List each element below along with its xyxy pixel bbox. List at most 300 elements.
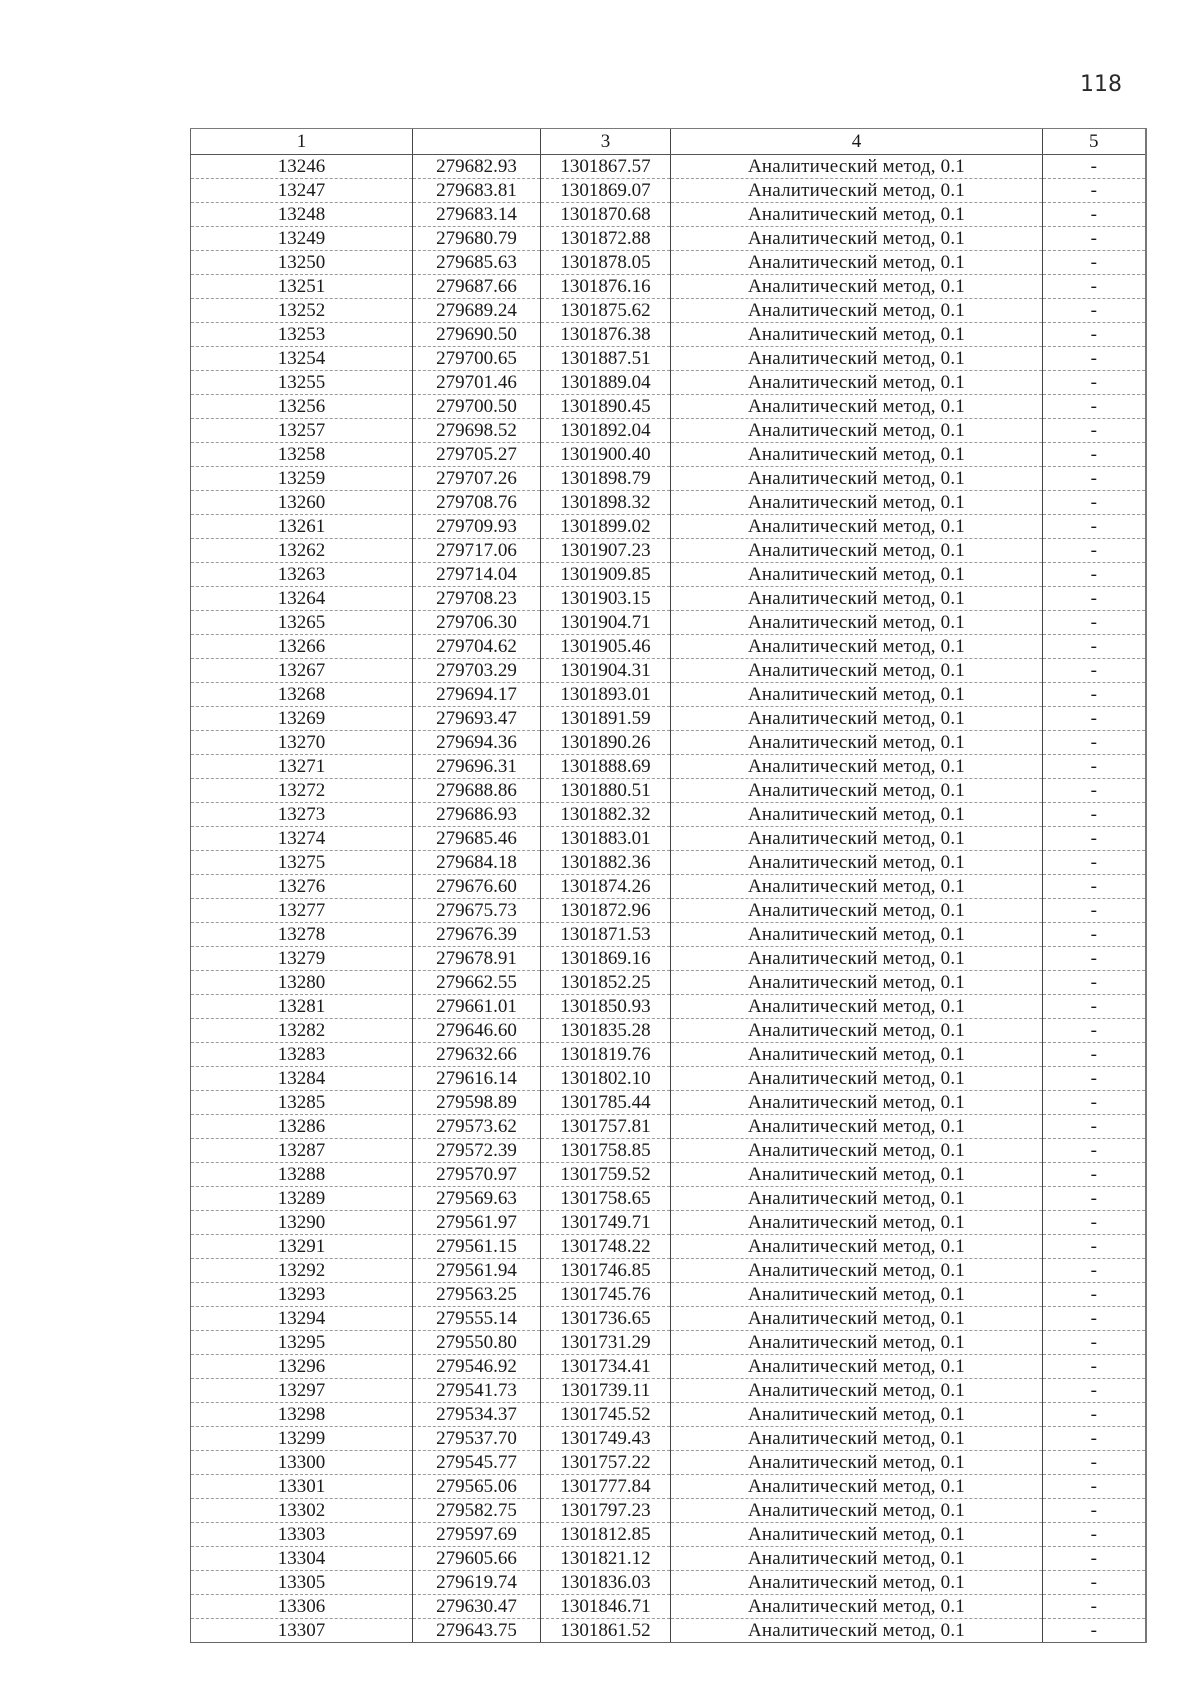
method-accuracy-cell: Аналитический метод, 0.1 (671, 323, 1043, 347)
note-cell: - (1043, 395, 1146, 419)
header-col-1: 1 (191, 129, 413, 155)
note-cell: - (1043, 563, 1146, 587)
method-accuracy-cell: Аналитический метод, 0.1 (671, 1259, 1043, 1283)
y-coordinate-cell: 1301878.05 (541, 251, 671, 275)
y-coordinate-cell: 1301821.12 (541, 1547, 671, 1571)
table-row (191, 851, 1146, 875)
method-accuracy-cell: Аналитический метод, 0.1 (671, 515, 1043, 539)
x-coordinate-cell: 279690.50 (413, 323, 541, 347)
y-coordinate-cell: 1301907.23 (541, 539, 671, 563)
method-accuracy-cell: Аналитический метод, 0.1 (671, 875, 1043, 899)
point-number-cell: 13281 (191, 995, 413, 1019)
method-accuracy-cell: Аналитический метод, 0.1 (671, 1355, 1043, 1379)
y-coordinate-cell: 1301872.96 (541, 899, 671, 923)
table-row (191, 275, 1146, 299)
method-accuracy-cell: Аналитический метод, 0.1 (671, 1403, 1043, 1427)
y-coordinate-cell: 1301757.81 (541, 1115, 671, 1139)
x-coordinate-cell: 279643.75 (413, 1619, 541, 1643)
table-row (191, 1547, 1146, 1571)
y-coordinate-cell: 1301888.69 (541, 755, 671, 779)
y-coordinate-cell: 1301870.68 (541, 203, 671, 227)
point-number-cell: 13276 (191, 875, 413, 899)
method-accuracy-cell: Аналитический метод, 0.1 (671, 467, 1043, 491)
table-row (191, 1067, 1146, 1091)
method-accuracy-cell: Аналитический метод, 0.1 (671, 923, 1043, 947)
table-row (191, 539, 1146, 563)
point-number-cell: 13248 (191, 203, 413, 227)
x-coordinate-cell: 279700.50 (413, 395, 541, 419)
y-coordinate-cell: 1301846.71 (541, 1595, 671, 1619)
note-cell: - (1043, 611, 1146, 635)
table-row (191, 947, 1146, 971)
point-number-cell: 13290 (191, 1211, 413, 1235)
method-accuracy-cell: Аналитический метод, 0.1 (671, 1523, 1043, 1547)
method-accuracy-cell: Аналитический метод, 0.1 (671, 443, 1043, 467)
x-coordinate-cell: 279676.60 (413, 875, 541, 899)
y-coordinate-cell: 1301748.22 (541, 1235, 671, 1259)
table-row (191, 323, 1146, 347)
y-coordinate-cell: 1301836.03 (541, 1571, 671, 1595)
method-accuracy-cell: Аналитический метод, 0.1 (671, 827, 1043, 851)
method-accuracy-cell: Аналитический метод, 0.1 (671, 227, 1043, 251)
note-cell: - (1043, 1355, 1146, 1379)
y-coordinate-cell: 1301872.88 (541, 227, 671, 251)
method-accuracy-cell: Аналитический метод, 0.1 (671, 1307, 1043, 1331)
point-number-cell: 13272 (191, 779, 413, 803)
table-row (191, 611, 1146, 635)
y-coordinate-cell: 1301852.25 (541, 971, 671, 995)
method-accuracy-cell: Аналитический метод, 0.1 (671, 707, 1043, 731)
note-cell: - (1043, 1019, 1146, 1043)
table-row (191, 923, 1146, 947)
y-coordinate-cell: 1301891.59 (541, 707, 671, 731)
y-coordinate-cell: 1301905.46 (541, 635, 671, 659)
y-coordinate-cell: 1301749.43 (541, 1427, 671, 1451)
note-cell: - (1043, 1259, 1146, 1283)
method-accuracy-cell: Аналитический метод, 0.1 (671, 371, 1043, 395)
method-accuracy-cell: Аналитический метод, 0.1 (671, 659, 1043, 683)
x-coordinate-cell: 279694.36 (413, 731, 541, 755)
x-coordinate-cell: 279572.39 (413, 1139, 541, 1163)
method-accuracy-cell: Аналитический метод, 0.1 (671, 635, 1043, 659)
note-cell: - (1043, 1067, 1146, 1091)
table-row (191, 1307, 1146, 1331)
note-cell: - (1043, 707, 1146, 731)
table-row (191, 1571, 1146, 1595)
table-row (191, 395, 1146, 419)
note-cell: - (1043, 203, 1146, 227)
y-coordinate-cell: 1301746.85 (541, 1259, 671, 1283)
y-coordinate-cell: 1301758.85 (541, 1139, 671, 1163)
table-row (191, 1427, 1146, 1451)
x-coordinate-cell: 279705.27 (413, 443, 541, 467)
method-accuracy-cell: Аналитический метод, 0.1 (671, 899, 1043, 923)
method-accuracy-cell: Аналитический метод, 0.1 (671, 563, 1043, 587)
table-row (191, 899, 1146, 923)
x-coordinate-cell: 279678.91 (413, 947, 541, 971)
table-row (191, 1499, 1146, 1523)
note-cell: - (1043, 1283, 1146, 1307)
method-accuracy-cell: Аналитический метод, 0.1 (671, 275, 1043, 299)
note-cell: - (1043, 635, 1146, 659)
y-coordinate-cell: 1301904.31 (541, 659, 671, 683)
x-coordinate-cell: 279573.62 (413, 1115, 541, 1139)
table-row (191, 1115, 1146, 1139)
x-coordinate-cell: 279632.66 (413, 1043, 541, 1067)
y-coordinate-cell: 1301876.16 (541, 275, 671, 299)
note-cell: - (1043, 443, 1146, 467)
x-coordinate-cell: 279550.80 (413, 1331, 541, 1355)
note-cell: - (1043, 299, 1146, 323)
y-coordinate-cell: 1301745.76 (541, 1283, 671, 1307)
x-coordinate-cell: 279698.52 (413, 419, 541, 443)
point-number-cell: 13260 (191, 491, 413, 515)
method-accuracy-cell: Аналитический метод, 0.1 (671, 1163, 1043, 1187)
point-number-cell: 13258 (191, 443, 413, 467)
table-row (191, 875, 1146, 899)
header-col-5: 5 (1043, 129, 1146, 155)
method-accuracy-cell: Аналитический метод, 0.1 (671, 1067, 1043, 1091)
x-coordinate-cell: 279541.73 (413, 1379, 541, 1403)
y-coordinate-cell: 1301882.36 (541, 851, 671, 875)
method-accuracy-cell: Аналитический метод, 0.1 (671, 1091, 1043, 1115)
y-coordinate-cell: 1301880.51 (541, 779, 671, 803)
note-cell: - (1043, 923, 1146, 947)
method-accuracy-cell: Аналитический метод, 0.1 (671, 1235, 1043, 1259)
point-number-cell: 13263 (191, 563, 413, 587)
x-coordinate-cell: 279662.55 (413, 971, 541, 995)
point-number-cell: 13259 (191, 467, 413, 491)
table-row (191, 731, 1146, 755)
method-accuracy-cell: Аналитический метод, 0.1 (671, 491, 1043, 515)
method-accuracy-cell: Аналитический метод, 0.1 (671, 299, 1043, 323)
note-cell: - (1043, 971, 1146, 995)
y-coordinate-cell: 1301861.52 (541, 1619, 671, 1643)
table-body (191, 155, 1146, 1643)
point-number-cell: 13266 (191, 635, 413, 659)
note-cell: - (1043, 1619, 1146, 1643)
point-number-cell: 13280 (191, 971, 413, 995)
x-coordinate-cell: 279537.70 (413, 1427, 541, 1451)
point-number-cell: 13246 (191, 155, 413, 179)
table-row (191, 995, 1146, 1019)
note-cell: - (1043, 1307, 1146, 1331)
point-number-cell: 13282 (191, 1019, 413, 1043)
method-accuracy-cell: Аналитический метод, 0.1 (671, 1547, 1043, 1571)
method-accuracy-cell: Аналитический метод, 0.1 (671, 1187, 1043, 1211)
note-cell: - (1043, 155, 1146, 179)
point-number-cell: 13284 (191, 1067, 413, 1091)
point-number-cell: 13253 (191, 323, 413, 347)
x-coordinate-cell: 279688.86 (413, 779, 541, 803)
point-number-cell: 13304 (191, 1547, 413, 1571)
point-number-cell: 13269 (191, 707, 413, 731)
y-coordinate-cell: 1301900.40 (541, 443, 671, 467)
table-row (191, 1451, 1146, 1475)
y-coordinate-cell: 1301797.23 (541, 1499, 671, 1523)
x-coordinate-cell: 279703.29 (413, 659, 541, 683)
table-row (191, 1235, 1146, 1259)
point-number-cell: 13291 (191, 1235, 413, 1259)
x-coordinate-cell: 279546.92 (413, 1355, 541, 1379)
point-number-cell: 13261 (191, 515, 413, 539)
point-number-cell: 13307 (191, 1619, 413, 1643)
x-coordinate-cell: 279683.14 (413, 203, 541, 227)
table-row (191, 1619, 1146, 1643)
method-accuracy-cell: Аналитический метод, 0.1 (671, 1451, 1043, 1475)
table-row (191, 347, 1146, 371)
point-number-cell: 13296 (191, 1355, 413, 1379)
note-cell: - (1043, 323, 1146, 347)
method-accuracy-cell: Аналитический метод, 0.1 (671, 611, 1043, 635)
point-number-cell: 13289 (191, 1187, 413, 1211)
method-accuracy-cell: Аналитический метод, 0.1 (671, 251, 1043, 275)
method-accuracy-cell: Аналитический метод, 0.1 (671, 1379, 1043, 1403)
point-number-cell: 13285 (191, 1091, 413, 1115)
point-number-cell: 13294 (191, 1307, 413, 1331)
y-coordinate-cell: 1301850.93 (541, 995, 671, 1019)
note-cell: - (1043, 1427, 1146, 1451)
x-coordinate-cell: 279555.14 (413, 1307, 541, 1331)
x-coordinate-cell: 279685.63 (413, 251, 541, 275)
x-coordinate-cell: 279704.62 (413, 635, 541, 659)
point-number-cell: 13301 (191, 1475, 413, 1499)
method-accuracy-cell: Аналитический метод, 0.1 (671, 1595, 1043, 1619)
point-number-cell: 13306 (191, 1595, 413, 1619)
method-accuracy-cell: Аналитический метод, 0.1 (671, 1115, 1043, 1139)
table-row (191, 563, 1146, 587)
table-row (191, 707, 1146, 731)
method-accuracy-cell: Аналитический метод, 0.1 (671, 1475, 1043, 1499)
x-coordinate-cell: 279569.63 (413, 1187, 541, 1211)
method-accuracy-cell: Аналитический метод, 0.1 (671, 803, 1043, 827)
point-number-cell: 13303 (191, 1523, 413, 1547)
note-cell: - (1043, 347, 1146, 371)
y-coordinate-cell: 1301883.01 (541, 827, 671, 851)
note-cell: - (1043, 1211, 1146, 1235)
x-coordinate-cell: 279687.66 (413, 275, 541, 299)
point-number-cell: 13273 (191, 803, 413, 827)
x-coordinate-cell: 279684.18 (413, 851, 541, 875)
method-accuracy-cell: Аналитический метод, 0.1 (671, 1331, 1043, 1355)
table-row (191, 1475, 1146, 1499)
table-row (191, 827, 1146, 851)
table-row (191, 1403, 1146, 1427)
point-number-cell: 13295 (191, 1331, 413, 1355)
method-accuracy-cell: Аналитический метод, 0.1 (671, 347, 1043, 371)
table-row (191, 515, 1146, 539)
point-number-cell: 13299 (191, 1427, 413, 1451)
note-cell: - (1043, 875, 1146, 899)
note-cell: - (1043, 1571, 1146, 1595)
method-accuracy-cell: Аналитический метод, 0.1 (671, 155, 1043, 179)
method-accuracy-cell: Аналитический метод, 0.1 (671, 179, 1043, 203)
table-row (191, 227, 1146, 251)
x-coordinate-cell: 279709.93 (413, 515, 541, 539)
page-number: 118 (1080, 72, 1122, 97)
x-coordinate-cell: 279561.15 (413, 1235, 541, 1259)
table-row (191, 1283, 1146, 1307)
point-number-cell: 13250 (191, 251, 413, 275)
y-coordinate-cell: 1301785.44 (541, 1091, 671, 1115)
x-coordinate-cell: 279598.89 (413, 1091, 541, 1115)
y-coordinate-cell: 1301898.32 (541, 491, 671, 515)
note-cell: - (1043, 467, 1146, 491)
method-accuracy-cell: Аналитический метод, 0.1 (671, 755, 1043, 779)
point-number-cell: 13262 (191, 539, 413, 563)
point-number-cell: 13279 (191, 947, 413, 971)
y-coordinate-cell: 1301893.01 (541, 683, 671, 707)
method-accuracy-cell: Аналитический метод, 0.1 (671, 1571, 1043, 1595)
table-row (191, 755, 1146, 779)
table-row (191, 1523, 1146, 1547)
point-number-cell: 13251 (191, 275, 413, 299)
x-coordinate-cell: 279682.93 (413, 155, 541, 179)
table-row (191, 299, 1146, 323)
note-cell: - (1043, 371, 1146, 395)
table-row (191, 1259, 1146, 1283)
method-accuracy-cell: Аналитический метод, 0.1 (671, 587, 1043, 611)
y-coordinate-cell: 1301867.57 (541, 155, 671, 179)
table-row (191, 467, 1146, 491)
y-coordinate-cell: 1301890.26 (541, 731, 671, 755)
y-coordinate-cell: 1301749.71 (541, 1211, 671, 1235)
x-coordinate-cell: 279565.06 (413, 1475, 541, 1499)
table-row (191, 371, 1146, 395)
note-cell: - (1043, 1331, 1146, 1355)
method-accuracy-cell: Аналитический метод, 0.1 (671, 1211, 1043, 1235)
y-coordinate-cell: 1301909.85 (541, 563, 671, 587)
x-coordinate-cell: 279707.26 (413, 467, 541, 491)
table-row (191, 971, 1146, 995)
point-number-cell: 13298 (191, 1403, 413, 1427)
x-coordinate-cell: 279700.65 (413, 347, 541, 371)
y-coordinate-cell: 1301739.11 (541, 1379, 671, 1403)
point-number-cell: 13257 (191, 419, 413, 443)
x-coordinate-cell: 279570.97 (413, 1163, 541, 1187)
table-row (191, 1043, 1146, 1067)
table-row (191, 1331, 1146, 1355)
y-coordinate-cell: 1301892.04 (541, 419, 671, 443)
table-row (191, 1211, 1146, 1235)
point-number-cell: 13297 (191, 1379, 413, 1403)
y-coordinate-cell: 1301745.52 (541, 1403, 671, 1427)
table-row (191, 1379, 1146, 1403)
x-coordinate-cell: 279694.17 (413, 683, 541, 707)
point-number-cell: 13287 (191, 1139, 413, 1163)
table-row (191, 1163, 1146, 1187)
table-row (191, 659, 1146, 683)
table-row (191, 1187, 1146, 1211)
note-cell: - (1043, 1235, 1146, 1259)
point-number-cell: 13293 (191, 1283, 413, 1307)
point-number-cell: 13254 (191, 347, 413, 371)
coordinates-table (190, 128, 1147, 1643)
note-cell: - (1043, 803, 1146, 827)
x-coordinate-cell: 279646.60 (413, 1019, 541, 1043)
point-number-cell: 13256 (191, 395, 413, 419)
point-number-cell: 13249 (191, 227, 413, 251)
y-coordinate-cell: 1301802.10 (541, 1067, 671, 1091)
y-coordinate-cell: 1301876.38 (541, 323, 671, 347)
point-number-cell: 13255 (191, 371, 413, 395)
y-coordinate-cell: 1301734.41 (541, 1355, 671, 1379)
point-number-cell: 13292 (191, 1259, 413, 1283)
table-header-row (191, 129, 1146, 155)
note-cell: - (1043, 251, 1146, 275)
y-coordinate-cell: 1301903.15 (541, 587, 671, 611)
y-coordinate-cell: 1301736.65 (541, 1307, 671, 1331)
note-cell: - (1043, 587, 1146, 611)
y-coordinate-cell: 1301875.62 (541, 299, 671, 323)
note-cell: - (1043, 491, 1146, 515)
method-accuracy-cell: Аналитический метод, 0.1 (671, 779, 1043, 803)
x-coordinate-cell: 279630.47 (413, 1595, 541, 1619)
method-accuracy-cell: Аналитический метод, 0.1 (671, 731, 1043, 755)
note-cell: - (1043, 515, 1146, 539)
table-row (191, 419, 1146, 443)
note-cell: - (1043, 1187, 1146, 1211)
method-accuracy-cell: Аналитический метод, 0.1 (671, 539, 1043, 563)
point-number-cell: 13270 (191, 731, 413, 755)
point-number-cell: 13278 (191, 923, 413, 947)
note-cell: - (1043, 851, 1146, 875)
x-coordinate-cell: 279701.46 (413, 371, 541, 395)
x-coordinate-cell: 279693.47 (413, 707, 541, 731)
note-cell: - (1043, 1379, 1146, 1403)
method-accuracy-cell: Аналитический метод, 0.1 (671, 203, 1043, 227)
point-number-cell: 13300 (191, 1451, 413, 1475)
y-coordinate-cell: 1301777.84 (541, 1475, 671, 1499)
x-coordinate-cell: 279689.24 (413, 299, 541, 323)
note-cell: - (1043, 1499, 1146, 1523)
note-cell: - (1043, 947, 1146, 971)
table-row (191, 443, 1146, 467)
x-coordinate-cell: 279619.74 (413, 1571, 541, 1595)
x-coordinate-cell: 279696.31 (413, 755, 541, 779)
table-row (191, 491, 1146, 515)
note-cell: - (1043, 659, 1146, 683)
x-coordinate-cell: 279676.39 (413, 923, 541, 947)
x-coordinate-cell: 279708.76 (413, 491, 541, 515)
y-coordinate-cell: 1301758.65 (541, 1187, 671, 1211)
x-coordinate-cell: 279717.06 (413, 539, 541, 563)
y-coordinate-cell: 1301904.71 (541, 611, 671, 635)
y-coordinate-cell: 1301874.26 (541, 875, 671, 899)
point-number-cell: 13264 (191, 587, 413, 611)
x-coordinate-cell: 279582.75 (413, 1499, 541, 1523)
point-number-cell: 13271 (191, 755, 413, 779)
table-row (191, 1091, 1146, 1115)
x-coordinate-cell: 279708.23 (413, 587, 541, 611)
y-coordinate-cell: 1301869.16 (541, 947, 671, 971)
table-row (191, 587, 1146, 611)
note-cell: - (1043, 227, 1146, 251)
method-accuracy-cell: Аналитический метод, 0.1 (671, 1427, 1043, 1451)
note-cell: - (1043, 995, 1146, 1019)
note-cell: - (1043, 827, 1146, 851)
point-number-cell: 13283 (191, 1043, 413, 1067)
y-coordinate-cell: 1301889.04 (541, 371, 671, 395)
point-number-cell: 13288 (191, 1163, 413, 1187)
point-number-cell: 13247 (191, 179, 413, 203)
header-col-4: 4 (671, 129, 1043, 155)
point-number-cell: 13277 (191, 899, 413, 923)
note-cell: - (1043, 539, 1146, 563)
y-coordinate-cell: 1301835.28 (541, 1019, 671, 1043)
x-coordinate-cell: 279675.73 (413, 899, 541, 923)
y-coordinate-cell: 1301869.07 (541, 179, 671, 203)
